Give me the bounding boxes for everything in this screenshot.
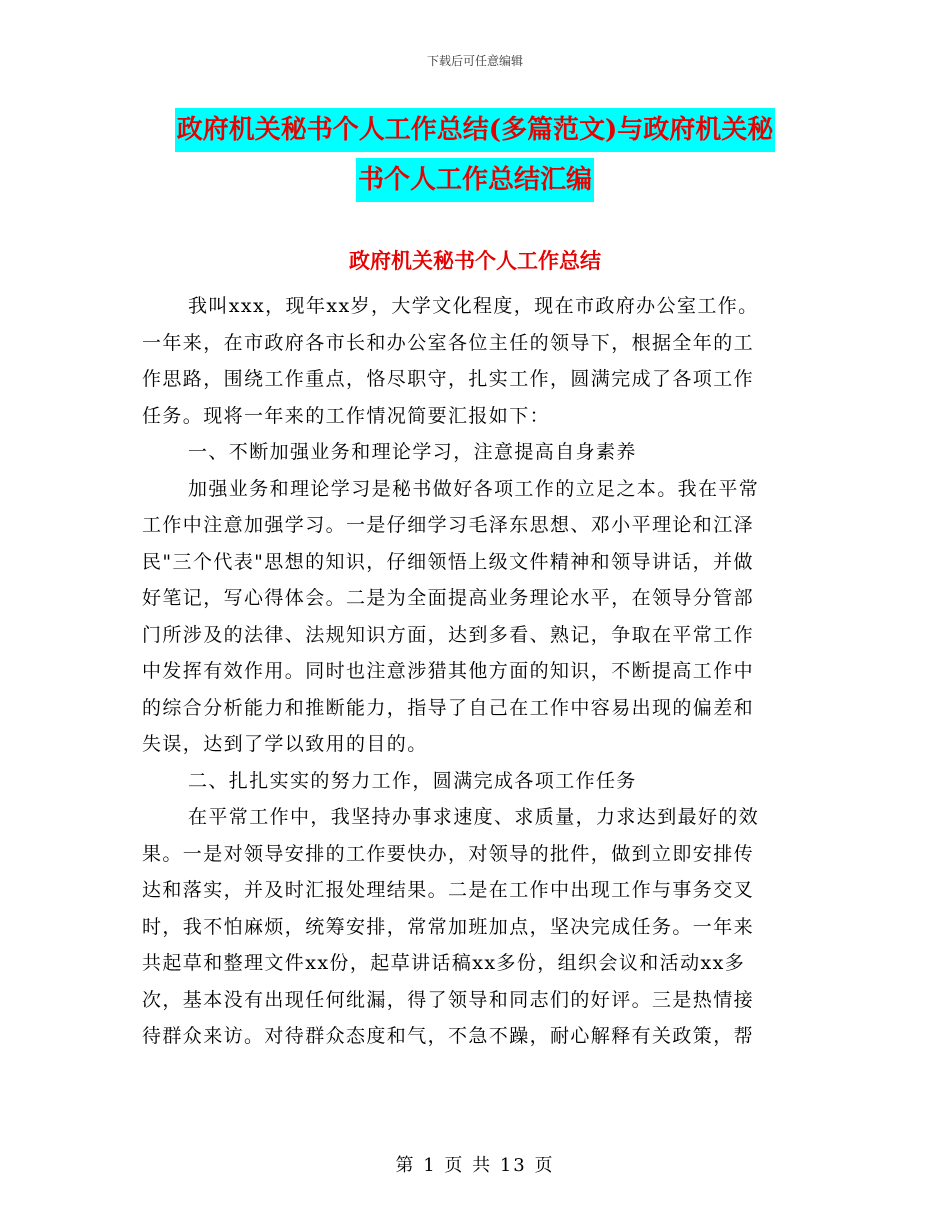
section-heading-2: 二、扎扎实实的努力工作，圆满完成各项工作任务: [188, 769, 637, 792]
paragraph-line: 在平常工作中，我坚持办事求速度、求质量，力求达到最好的效: [188, 806, 760, 828]
title-line-2: 书个人工作总结汇编: [356, 158, 594, 202]
paragraph-line: 时，我不怕麻烦，统筹安排，常常加班加点，坚决完成任务。一年来: [142, 915, 755, 938]
paragraph-line: 工作中注意加强学习。一是仔细学习毛泽东思想、邓小平理论和江泽: [142, 514, 755, 536]
body-text: [142, 288, 812, 1055]
title-line-1: 政府机关秘书个人工作总结(多篇范文)与政府机关秘: [175, 108, 776, 152]
section-subtitle: 政府机关秘书个人工作总结: [349, 248, 601, 273]
paragraph-line: 的综合分析能力和推断能力，指导了自己在工作中容易出现的偏差和: [142, 696, 755, 719]
document-title: [0, 108, 950, 202]
paragraph-line: 任务。现将一年来的工作情况简要汇报如下：: [142, 404, 551, 427]
paragraph-line: 果。一是对领导安排的工作要快办，对领导的批件，做到立即安排传: [142, 842, 755, 865]
header-note: 下载后可任意编辑: [426, 54, 523, 68]
paragraph-line: 失误，达到了学以致用的目的。: [142, 733, 428, 755]
paragraph-line: 加强业务和理论学习是秘书做好各项工作的立足之本。我在平常: [188, 477, 760, 500]
paragraph-line: 次，基本没有出现任何纰漏，得了领导和同志们的好评。三是热情接: [142, 988, 755, 1011]
paragraph-line: 门所涉及的法律、法规知识方面，达到多看、熟记，争取在平常工作: [142, 623, 755, 646]
paragraph-line: 作思路，围绕工作重点，恪尽职守，扎实工作，圆满完成了各项工作: [142, 368, 755, 390]
paragraph-line: 达和落实，并及时汇报处理结果。二是在工作中出现工作与事务交叉: [142, 879, 755, 901]
paragraph-line: 民"三个代表"思想的知识，仔细领悟上级文件精神和领导讲话，并做: [142, 550, 754, 573]
paragraph-line: 我叫xxx，现年xx岁，大学文化程度，现在市政府办公室工作。: [188, 295, 759, 317]
page-indicator: 第 1 页 共 13 页: [395, 1155, 555, 1176]
paragraph-line: 中发挥有效作用。同时也注意涉猎其他方面的知识，不断提高工作中: [142, 660, 755, 682]
paragraph-line: 一年来，在市政府各市长和办公室各位主任的领导下，根据全年的工: [142, 331, 755, 354]
section-heading-1: 一、不断加强业务和理论学习，注意提高自身素养: [188, 441, 637, 463]
paragraph-line: 好笔记，写心得体会。二是为全面提高业务理论水平，在领导分管部: [142, 587, 755, 609]
paragraph-line: 待群众来访。对待群众态度和气，不急不躁，耐心解释有关政策，帮: [142, 1025, 755, 1047]
paragraph-line: 共起草和整理文件xx份，起草讲话稿xx多份，组织会议和活动xx多: [142, 952, 746, 974]
